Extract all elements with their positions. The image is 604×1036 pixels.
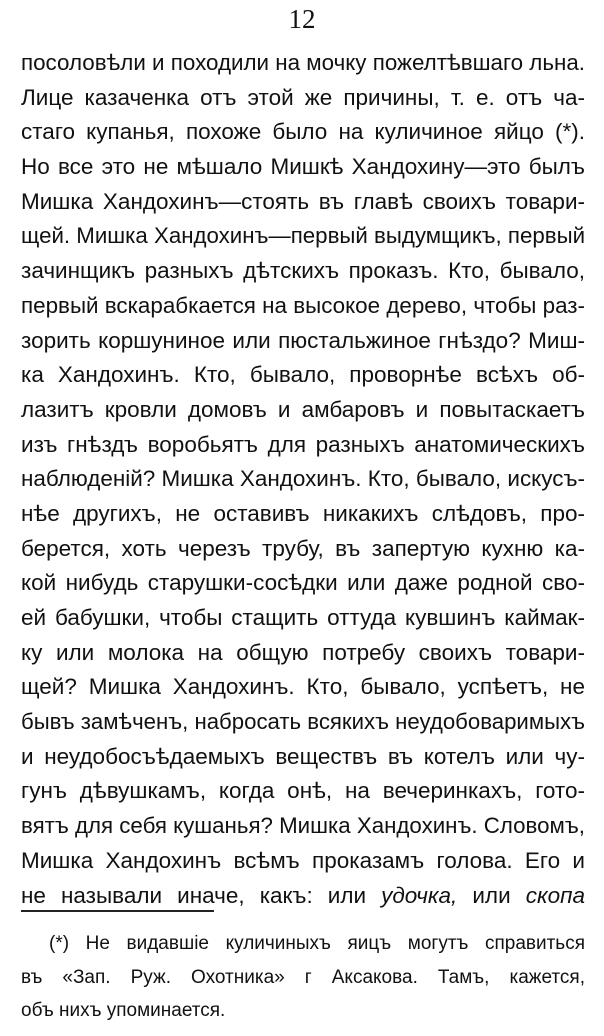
text-line: зорить коршуниное или пюстальжиное гнѣздо? Миш- <box>21 327 585 353</box>
text-line: изъ гнѣздъ воробьятъ для разныхъ анатомическихъ <box>21 431 585 457</box>
text-line: ка Хандохинъ. Кто, бывало, проворнѣе всѣхъ об- <box>21 362 585 388</box>
text-line: Лице казаченка отъ этой же причины, т. е. отъ ча- <box>21 84 585 110</box>
text-line: Мишка Хандохинъ—стоять въ главѣ своихъ товари- <box>21 188 585 214</box>
text-line: Но все это не мѣшало Мишкѣ Хандохину—это былъ <box>21 154 585 180</box>
main-text <box>21 46 585 913</box>
footnote-line: въ «Зап. Руж. Охотника» г Аксакова. Тамъ, кажется, <box>21 966 585 988</box>
text-line: Мишка Хандохинъ всѣмъ проказамъ голова. Его и <box>21 847 585 873</box>
text-line: щей? Мишка Хандохинъ. Кто, бывало, успѣетъ, не <box>21 674 585 700</box>
footnote-line: объ нихъ упоминается. <box>21 1000 226 1021</box>
text-line: щей. Мишка Хандохинъ—первый выдумщикъ, первый <box>21 223 586 249</box>
text-line-last <box>21 879 585 914</box>
footnote <box>21 927 585 1028</box>
text-line: стаго купанья, похоже было на куличиное яйцо (*). <box>21 119 585 145</box>
text-line: гунъ дѣвушкамъ, когда онѣ, на вечеринкахъ, гото- <box>21 778 585 804</box>
italic-word: удочка, <box>381 882 458 908</box>
footnote-divider <box>21 910 214 912</box>
text-line: и неудобосъѣдаемыхъ веществъ въ котелъ или чу- <box>21 743 585 769</box>
text-line: вятъ для себя кушанья? Мишка Хандохинъ. Словомъ, <box>21 813 586 839</box>
italic-word: скопа <box>525 882 585 908</box>
footnote-line: (*) Не видавшіе куличиныхъ яицъ могутъ справиться <box>49 933 585 954</box>
text-line: наблюденій? Мишка Хандохинъ. Кто, бывало, искусъ- <box>21 466 586 492</box>
text-line: первый вскарабкается на высокое дерево, чтобы раз- <box>21 292 586 318</box>
text-line: кой нибудь старушки-сосѣдки или даже родной сво- <box>21 570 585 596</box>
text-line: берется, хоть черезъ трубу, въ запертую кухню ка- <box>21 535 585 561</box>
text-segment: не называли иначе, какъ: или <box>21 882 382 908</box>
text-line: бывъ замѣченъ, набросать всякихъ неудобоваримыхъ <box>21 709 585 735</box>
text-line: нѣе другихъ, не оставивъ никакихъ слѣдовъ, про- <box>21 500 585 526</box>
text-line: ей бабушки, чтобы стащить оттуда кувшинъ каймак- <box>21 605 585 630</box>
text-segment: или <box>457 882 526 908</box>
text-line: зачинщикъ разныхъ дѣтскихъ проказъ. Кто, бывало, <box>21 258 585 284</box>
text-line: ку или молока на общую потребу своихъ товари- <box>21 639 585 665</box>
page-number: 12 <box>288 4 316 34</box>
text-line: лазитъ кровли домовъ и амбаровъ и повытаскаетъ <box>21 396 585 422</box>
text-line: посоловѣли и походили на мочку пожелтѣвшаго льна. <box>21 50 586 75</box>
